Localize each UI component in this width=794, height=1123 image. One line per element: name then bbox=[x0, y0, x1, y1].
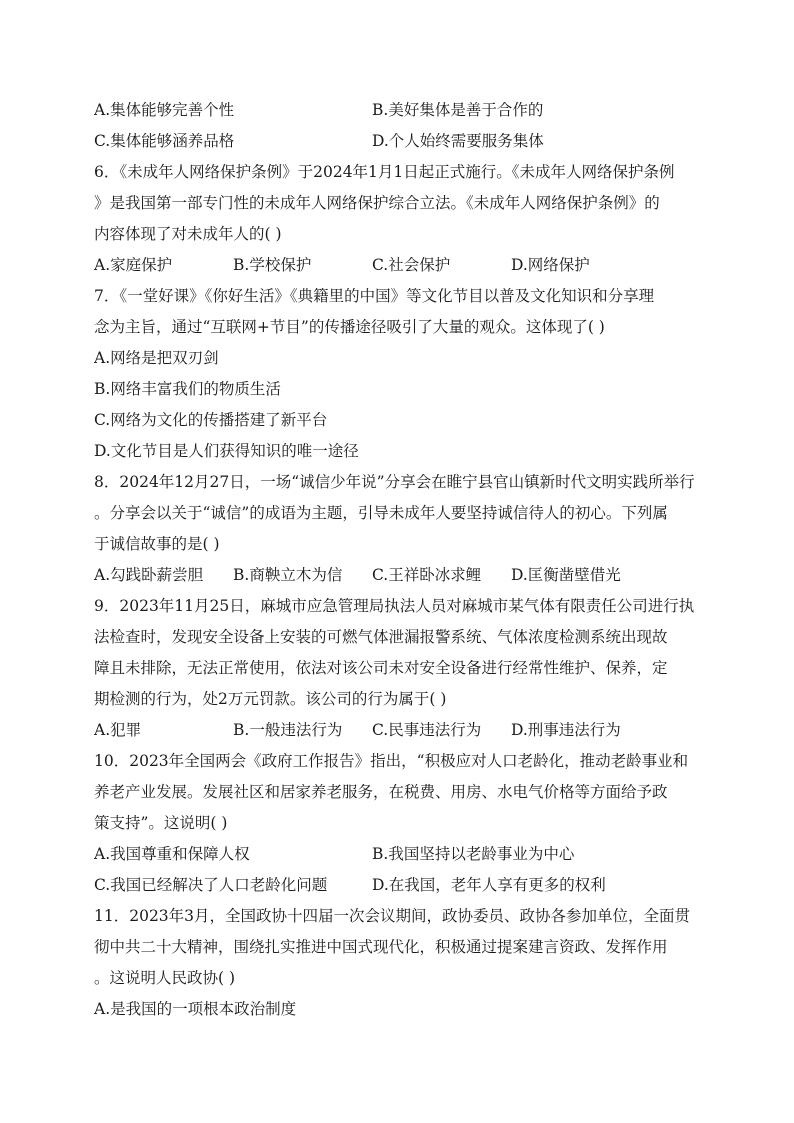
q9-options-row bbox=[94, 715, 708, 746]
q10-stem-line-1: 10．2023年全国两会《政府工作报告》指出，“积极应对人口老龄化，推动老龄事业和 bbox=[94, 752, 689, 770]
q10-option-d[interactable]: D.在我国，老年人享有更多的权利 bbox=[372, 876, 606, 894]
q6-option-a[interactable]: A.家庭保护 bbox=[94, 256, 173, 274]
q8-option-d[interactable]: D.匡衡凿壁借光 bbox=[511, 566, 621, 584]
q9-option-c[interactable]: C.民事违法行为 bbox=[372, 721, 482, 739]
q5-option-b[interactable]: B.美好集体是善于合作的 bbox=[372, 101, 544, 119]
q7-option-c[interactable]: C.网络为文化的传播搭建了新平台 bbox=[94, 411, 328, 429]
q8-stem-line-2: 。分享会以关于“诚信”的成语为主题，引导未成年人要坚持诚信待人的初心。下列属 bbox=[94, 504, 668, 522]
q6-stem-line-2: 》是我国第一部专门性的未成年人网络保护综合立法。《未成年人网络保护条例》的 bbox=[94, 194, 660, 212]
q8-option-b[interactable]: B.商鞅立木为信 bbox=[233, 566, 343, 584]
q6-stem-line-3: 内容体现了对未成年人的( ) bbox=[94, 225, 282, 243]
question-content bbox=[94, 95, 708, 1025]
q9-stem-line-2: 法检查时，发现安全设备上安装的可燃气体泄漏报警系统、气体浓度检测系统出现故 bbox=[94, 628, 668, 646]
q10-option-c[interactable]: C.我国已经解决了人口老龄化问题 bbox=[94, 876, 328, 894]
q9-option-d[interactable]: D.刑事违法行为 bbox=[511, 721, 621, 739]
q7-stem-line-2: 念为主旨，通过“互联网+节目”的传播途径吸引了大量的观众。这体现了( ) bbox=[94, 318, 605, 336]
q11-stem-line-3: 。这说明人民政协( ) bbox=[94, 969, 236, 987]
q9-stem-line-1: 9．2023年11月25日，麻城市应急管理局执法人员对麻城市某气体有限责任公司进行执 bbox=[94, 597, 695, 615]
q10-stem-line-3: 策支持”。这说明( ) bbox=[94, 814, 228, 832]
q9-stem-line-4: 期检测的行为，处2万元罚款。该公司的行为属于( ) bbox=[94, 690, 447, 708]
q9-option-a[interactable]: A.犯罪 bbox=[94, 721, 142, 739]
q9-option-b[interactable]: B.一般违法行为 bbox=[233, 721, 343, 739]
q8-stem-line-3: 于诚信故事的是( ) bbox=[94, 535, 220, 553]
q6-option-b[interactable]: B.学校保护 bbox=[233, 256, 312, 274]
q10-options-row-2 bbox=[94, 870, 708, 901]
q8-options-row bbox=[94, 560, 708, 591]
q11-option-a[interactable]: A.是我国的一项根本政治制度 bbox=[94, 1000, 297, 1018]
q5-option-c[interactable]: C.集体能够涵养品格 bbox=[94, 132, 235, 150]
q10-stem-line-2: 养老产业发展。发展社区和居家养老服务，在税费、用房、水电气价格等方面给予政 bbox=[94, 783, 668, 801]
q5-option-a[interactable]: A.集体能够完善个性 bbox=[94, 101, 235, 119]
q6-options-row bbox=[94, 250, 708, 281]
q7-option-a[interactable]: A.网络是把双刃剑 bbox=[94, 349, 219, 367]
q8-option-a[interactable]: A.勾践卧薪尝胆 bbox=[94, 566, 204, 584]
q7-stem-line-1: 7．《一堂好课》《你好生活》《典籍里的中国》等文化节目以普及文化知识和分享理 bbox=[94, 287, 655, 305]
q8-stem-line-1: 8．2024年12月27日，一场“诚信少年说”分享会在睢宁县官山镇新时代文明实践所举行 bbox=[94, 473, 695, 491]
q11-stem-line-1: 11．2023年3月，全国政协十四届一次会议期间，政协委员、政协各参加单位，全面贯 bbox=[94, 907, 691, 925]
q10-option-b[interactable]: B.我国坚持以老龄事业为中心 bbox=[372, 845, 575, 863]
q5-options-row-1 bbox=[94, 95, 708, 126]
q10-option-a[interactable]: A.我国尊重和保障人权 bbox=[94, 845, 250, 863]
q7-option-d[interactable]: D.文化节目是人们获得知识的唯一途径 bbox=[94, 442, 359, 460]
q5-option-d[interactable]: D.个人始终需要服务集体 bbox=[372, 132, 544, 150]
q7-option-b[interactable]: B.网络丰富我们的物质生活 bbox=[94, 380, 281, 398]
q8-option-c[interactable]: C.王祥卧冰求鲤 bbox=[372, 566, 482, 584]
q6-option-d[interactable]: D.网络保护 bbox=[511, 256, 590, 274]
q6-stem-line-1: 6．《未成年人网络保护条例》于2024年1月1日起正式施行。《未成年人网络保护条例 bbox=[94, 163, 675, 181]
q6-option-c[interactable]: C.社会保护 bbox=[372, 256, 451, 274]
q9-stem-line-3: 障且未排除，无法正常使用，依法对该公司未对安全设备进行经常性维护、保养，定 bbox=[94, 659, 668, 677]
q5-options-row-2 bbox=[94, 126, 708, 157]
q11-stem-line-2: 彻中共二十大精神，围绕扎实推进中国式现代化，积极通过提案建言资政、发挥作用 bbox=[94, 938, 668, 956]
q10-options-row-1 bbox=[94, 839, 708, 870]
